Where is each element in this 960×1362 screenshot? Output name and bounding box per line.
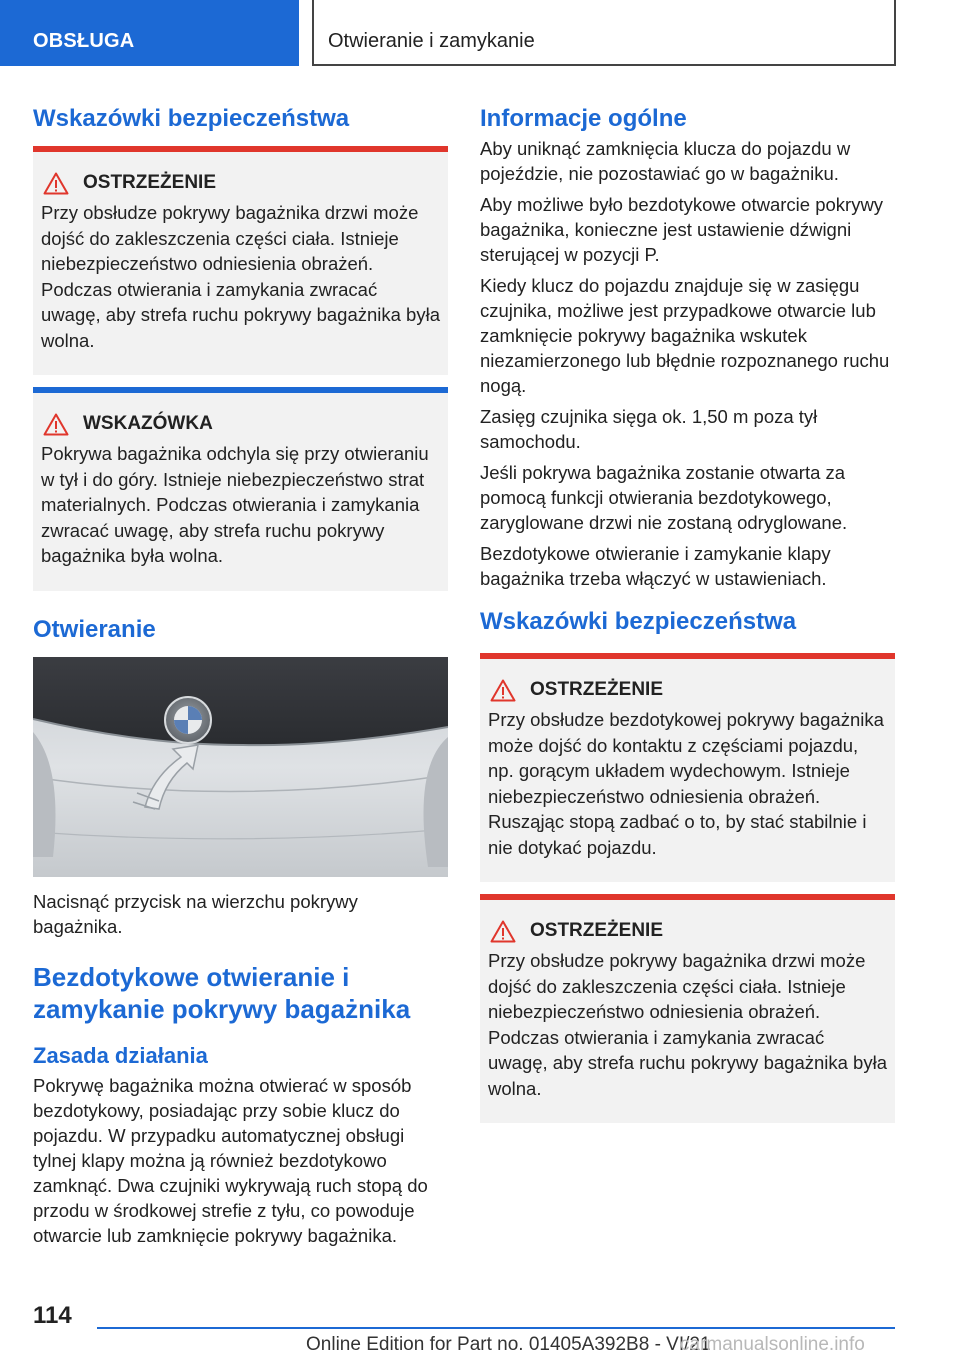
warning-triangle-icon xyxy=(490,920,516,943)
general-paragraph: Aby możliwe było bezdotykowe otwarcie pokrywy bagażnika, konieczne jest ustawienie dźwigni sterującej w pozycji P. xyxy=(480,194,884,265)
left-column xyxy=(33,100,448,1248)
note-box-1 xyxy=(33,387,448,591)
general-paragraph: Kiedy klucz do pojazdu znajduje się w zasięgu czujnika, możliwe jest przypadkowe otwarcie lub zamknięcie pokrywy bagażnika wskutek niezamierzonego lub błędnie rozpoznanego ruchu nogą. xyxy=(480,275,890,396)
photo-caption: Nacisnąć przycisk na wierzchu pokrywy bagażnika. xyxy=(33,890,358,937)
warning-box-1-text: Przy obsłudze pokrywy bagażnika drzwi może dojść do zakleszczenia części ciała. Istnieje niebezpieczeństwo odniesienia obrażeń. Podczas otwierania i zamykania zwracać uwagę, aby strefa ruchu pokrywy bagażnika była wolna. xyxy=(41,202,440,351)
heading-safety-right: Wskazówki bezpieczeństwa xyxy=(480,608,797,635)
warning-box-3-title: OSTRZEŻENIE xyxy=(488,918,887,944)
note-box-1-title: WSKAZÓWKA xyxy=(41,411,440,437)
edition-text: Online Edition for Part no. 01405A392B8 - VI/21 xyxy=(306,1334,711,1355)
warning-box-2 xyxy=(480,653,895,882)
warning-box-3-text: Przy obsłudze pokrywy bagażnika drzwi może dojść do zakleszczenia części ciała. Istnieje niebezpieczeństwo odniesienia obrażeń. Podczas otwierania i zamykania zwracać uwagę, aby strefa ruchu pokrywy bagażnika była wolna. xyxy=(488,950,887,1099)
general-paragraph: Jeśli pokrywa bagażnika zostanie otwarta za pomocą funkcji otwierania bezdotykowego, zaryglowane drzwi nie zostaną odryglowane. xyxy=(480,462,848,533)
warning-box-1-title: OSTRZEŻENIE xyxy=(41,170,440,196)
heading-safety-left: Wskazówki bezpieczeństwa xyxy=(33,105,350,132)
watermark: carmanualsonline.info xyxy=(680,1334,865,1355)
general-paragraph: Zasięg czujnika sięga ok. 1,50 m poza tył samochodu. xyxy=(480,406,818,452)
section-tab xyxy=(0,0,299,66)
heading-general: Informacje ogólne xyxy=(480,105,687,132)
warning-box-2-text: Przy obsłudze bezdotykowej pokrywy bagażnika może dojść do kontaktu z częściami pojazdu, np. gorącym układem wydechowym. Istnieje niebezpieczeństwo odniesienia obrażeń. Rusząjąc stopą zadbać o to, by stać stabilnie i nie dotykać pojazdu. xyxy=(488,709,884,858)
general-paragraph: Aby uniknąć zamknięcia klucza do pojazdu w pojeździe, nie pozostawiać go w bagażniku. xyxy=(480,138,851,184)
heading-principle: Zasada działania xyxy=(33,1042,208,1068)
warning-box-2-title: OSTRZEŻENIE xyxy=(488,677,887,703)
general-paragraph: Bezdotykowe otwieranie i zamykanie klapy bagażnika trzeba włączyć w ustawieniach. xyxy=(480,543,831,589)
chapter-title: Otwieranie i zamykanie xyxy=(328,30,535,52)
warning-triangle-icon xyxy=(490,679,516,702)
warning-triangle-icon xyxy=(43,413,69,436)
heading-open: Otwieranie xyxy=(33,615,156,643)
heading-contactless: Bezdotykowe otwieranie i zamykanie pokrywy bagażnika xyxy=(33,961,411,1024)
page-number: 114 xyxy=(33,1302,72,1329)
note-box-1-text: Pokrywa bagażnika odchyla się przy otwieraniu w tył i do góry. Istnieje niebezpieczeństwo strat materialnych. Podczas otwierania i zamykania zwracać uwagę, aby strefa ruchu pokrywy bagażnika była wolna. xyxy=(41,443,429,566)
chapter-header xyxy=(312,0,896,66)
section-title: OBSŁUGA xyxy=(33,30,135,52)
principle-text: Pokrywę bagażnika można otwierać w sposób bezdotykowy, posiadając przy sobie klucz do pojazdu. W przypadku automatycznej obsługi tylnej klapy można ją również bezdotykowo zamknąć. Dwa czujniki wykrywają ruch stopą do przodu w środkowej strefie z tyłu, co powoduje otwarcie lub zamknięcie pokrywy bagażnika. xyxy=(33,1074,428,1246)
warning-box-1 xyxy=(33,146,448,375)
warning-triangle-icon xyxy=(43,172,69,195)
footer-divider xyxy=(97,1327,895,1329)
trunk-button-photo xyxy=(33,657,448,877)
warning-box-3 xyxy=(480,894,895,1123)
right-column xyxy=(480,100,895,1123)
